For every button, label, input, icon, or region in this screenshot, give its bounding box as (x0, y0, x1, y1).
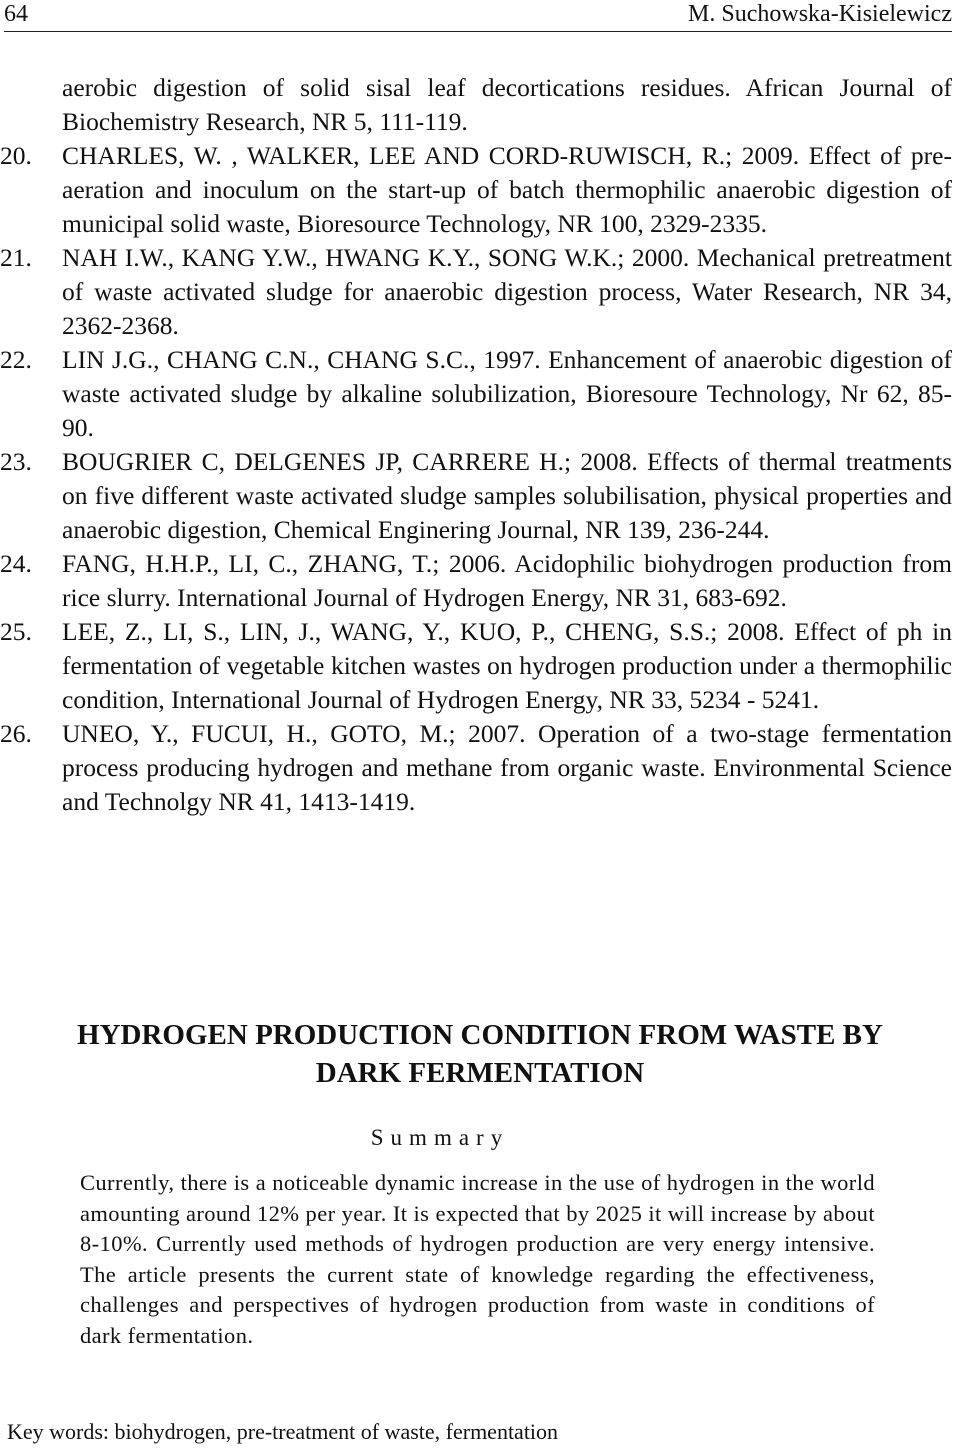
reference-item (0, 547, 952, 615)
page-header (4, 0, 952, 32)
keywords: Key words: biohydrogen, pre-treatment of waste, fermentation (7, 1419, 559, 1444)
reference-number: 25. (0, 617, 32, 646)
article-title (0, 1016, 960, 1092)
reference-text: NAH I.W., KANG Y.W., HWANG K.Y., SONG W.K.; 2000. Mechanical pretreatment of waste activated sludge for anaerobic digestion process, Water Research, NR 34, 2362-2368. (62, 243, 952, 340)
running-author: M. Suchowska-Kisielewicz (688, 1, 952, 27)
reference-number: 20. (0, 141, 32, 170)
article-title-line-2: DARK FERMENTATION (315, 1057, 645, 1089)
reference-item (0, 241, 952, 343)
reference-text: CHARLES, W. , WALKER, LEE AND CORD-RUWISCH, R.; 2009. Effect of pre-aeration and inoculum on the start-up of batch thermophilic anaerobic digestion of municipal solid waste, Bioresource Technology, NR 100, 2329-2335. (62, 141, 952, 238)
reference-text: LIN J.G., CHANG C.N., CHANG S.C., 1997. Enhancement of anaerobic digestion of waste activated sludge by alkaline solubilization, Bioresoure Technology, Nr 62, 85-90. (62, 345, 952, 442)
reference-text: UNEO, Y., FUCUI, H., GOTO, M.; 2007. Operation of a two-stage fermentation process producing hydrogen and methane from organic waste. Environmental Science and Technolgy NR 41, 1413-1419. (62, 719, 952, 816)
reference-item (0, 445, 952, 547)
reference-text: LEE, Z., LI, S., LIN, J., WANG, Y., KUO, P., CHENG, S.S.; 2008. Effect of ph in fermentation of vegetable kitchen wastes on hydrogen production under a thermophilic condition, International Journal of Hydrogen Energy, NR 33, 5234 - 5241. (62, 617, 952, 714)
summary-text: Currently, there is a noticeable dynamic increase in the use of hydrogen in the world amounting around 12% per year. It is expected that by 2025 it will increase by about 8-10%. Currently used methods of hydrogen production are very energy intensive. The article presents the current state of knowledge regarding the effectiveness, challenges and perspectives of hydrogen production from waste in conditions of dark fermentation. (80, 1170, 875, 1348)
reference-item (0, 615, 952, 717)
reference-text: aerobic digestion of solid sisal leaf decortications residues. African Journal of Biochemistry Research, NR 5, 111-119. (62, 73, 952, 136)
reference-item (0, 139, 952, 241)
reference-number: 24. (0, 549, 32, 578)
reference-number: 21. (0, 243, 32, 272)
reference-number: 26. (0, 719, 32, 748)
reference-number: 23. (0, 447, 32, 476)
reference-text: BOUGRIER C, DELGENES JP, CARRERE H.; 2008. Effects of thermal treatments on five different waste activated sludge samples solubilisation, physical properties and anaerobic digestion, Chemical Enginering Journal, NR 139, 236-244. (62, 447, 952, 544)
reference-list (0, 71, 952, 819)
reference-number: 22. (0, 345, 32, 374)
reference-text: FANG, H.H.P., LI, C., ZHANG, T.; 2006. Acidophilic biohydrogen production from rice slurry. International Journal of Hydrogen Energy, NR 31, 683-692. (62, 549, 952, 612)
reference-item (0, 343, 952, 445)
summary-heading: Summary (370, 1125, 510, 1150)
article-title-line-1: HYDROGEN PRODUCTION CONDITION FROM WASTE BY (77, 1019, 883, 1051)
page-number: 64 (4, 1, 28, 27)
reference-item (0, 717, 952, 819)
reference-item (62, 71, 952, 139)
